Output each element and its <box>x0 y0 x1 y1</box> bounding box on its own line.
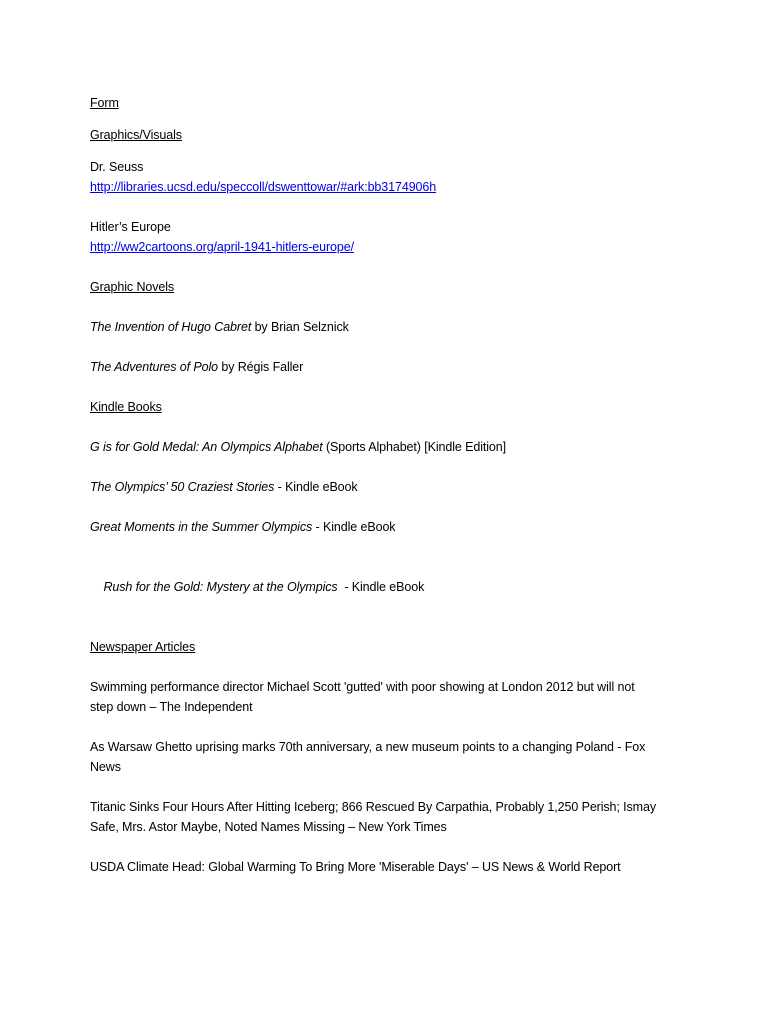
graphic-novels-heading: Graphic Novels <box>90 280 175 294</box>
article-line: USDA Climate Head: Global Warming To Bring More 'Miserable Days' – US News & World Report <box>90 860 621 874</box>
book-title: The Olympics’ 50 Craziest Stories <box>90 480 275 494</box>
kindle-book-item <box>90 477 690 497</box>
kindle-books-heading: Kindle Books <box>90 400 162 414</box>
graphic-novel-item <box>90 357 690 377</box>
book-author: by Brian Selznick <box>251 320 349 334</box>
book-title: The Invention of Hugo Cabret <box>90 320 252 334</box>
form-heading: Form <box>90 96 119 110</box>
graphic-novel-item <box>90 317 690 337</box>
book-format: - Kindle eBook <box>337 580 425 594</box>
book-author: by Régis Faller <box>217 360 304 374</box>
kindle-book-item <box>90 557 690 617</box>
hitlers-europe-link[interactable]: http://ww2cartoons.org/april-1941-hitlers-europe/ <box>90 240 354 254</box>
kindle-book-item <box>90 437 690 457</box>
article-line: News <box>90 760 121 774</box>
newspaper-articles-heading: Newspaper Articles <box>90 640 196 654</box>
book-format: (Sports Alphabet) [Kindle Edition] <box>322 440 506 454</box>
book-title: Great Moments in the Summer Olympics <box>90 520 313 534</box>
document-page <box>90 93 690 877</box>
kindle-book-item <box>90 517 690 537</box>
article-item <box>90 797 690 837</box>
article-line: Titanic Sinks Four Hours After Hitting Iceberg; 866 Rescued By Carpathia, Probably 1,250 Perish; Ismay <box>90 800 656 814</box>
article-item <box>90 857 690 877</box>
book-title: The Adventures of Polo <box>90 360 218 374</box>
book-title: Rush for the Gold: Mystery at the Olympics <box>103 580 338 594</box>
graphics-item-label: Dr. Seuss <box>90 160 144 174</box>
dr-seuss-link[interactable]: http://libraries.ucsd.edu/speccoll/dswenttowar/#ark:bb3174906h <box>90 180 437 194</box>
article-item <box>90 677 690 717</box>
article-item <box>90 737 690 777</box>
book-format: - Kindle eBook <box>312 520 396 534</box>
article-line: step down – The Independent <box>90 700 253 714</box>
book-format: - Kindle eBook <box>274 480 358 494</box>
graphics-item-dr-seuss <box>90 157 690 197</box>
article-line: Swimming performance director Michael Scott 'gutted' with poor showing at London 2012 but will not <box>90 680 635 694</box>
graphics-heading: Graphics/Visuals <box>90 128 182 142</box>
graphics-item-label: Hitler’s Europe <box>90 220 171 234</box>
graphics-item-hitlers-europe <box>90 217 690 257</box>
article-line: Safe, Mrs. Astor Maybe, Noted Names Missing – New York Times <box>90 820 447 834</box>
book-title: G is for Gold Medal: An Olympics Alphabet <box>90 440 323 454</box>
article-line: As Warsaw Ghetto uprising marks 70th anniversary, a new museum points to a changing Poland - Fox <box>90 740 646 754</box>
